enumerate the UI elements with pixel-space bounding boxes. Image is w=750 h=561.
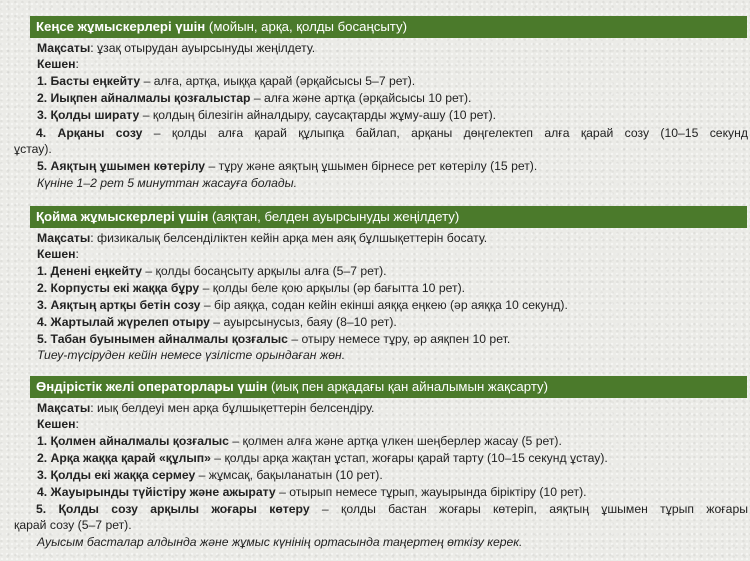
exercise-name: 1. Денені еңкейту — [37, 264, 142, 278]
complex-label: Кешен — [37, 57, 76, 71]
exercise-desc: – отыру немесе тұру, әр аяқпен 10 рет. — [287, 332, 511, 346]
complex-line: Кешен: — [37, 57, 79, 71]
exercise-desc: – бір аяққа, содан кейін екінші аяққа еңкею (әр аяққа 10 секунд). — [200, 298, 568, 312]
exercise-item-continued: қарай созу (5–7 рет). — [14, 518, 132, 532]
complex-line: Кешен: — [37, 417, 79, 431]
exercise-desc: – қолмен алға және артқа үлкен шеңберлер жасау (5 рет). — [228, 434, 562, 448]
goal-line — [37, 230, 487, 247]
exercise-desc: – қолды алға қарай құлыпқа байлап, арқаны дөңгелектеп алға қарай созу (10–15 секунд — [142, 126, 748, 140]
exercise-item — [37, 331, 510, 348]
exercise-item — [37, 158, 537, 175]
goal-line — [37, 40, 315, 57]
exercise-name: 3. Қолды екі жаққа сермеу — [37, 468, 196, 482]
exercise-item — [37, 484, 587, 501]
exercise-name: 5. Қолды созу арқылы жоғары көтеру — [36, 502, 310, 516]
exercise-name: 1. Қолмен айналмалы қозғалыс — [37, 434, 229, 448]
exercise-desc: – қолды арқа жақтан ұстап, жоғары қарай тарту (10–15 секунд ұстау). — [210, 451, 608, 465]
exercise-desc: – алға және артқа (әрқайсысы 10 рет). — [250, 91, 472, 105]
exercise-desc: – қолды босаңсыту арқылы алға (5–7 рет). — [142, 264, 387, 278]
exercise-desc: – қолдың білезігін айналдыру, саусақтарды жұму-ашу (10 рет). — [139, 108, 497, 122]
exercise-name: 5. Аяқтың ұшымен көтерілу — [37, 159, 206, 173]
exercise-item — [37, 467, 383, 484]
exercise-desc: – отырып немесе тұрып, жауырында біріктіру (10 рет). — [275, 485, 587, 499]
complex-line: Кешен: — [37, 247, 79, 261]
goal-text: : физикалық белсенділіктен кейін арқа мен аяқ бұлшықеттерін босату. — [90, 231, 488, 245]
section-title: Өндірістік желі операторлары үшін — [36, 379, 268, 394]
complex-label: Кешен — [37, 417, 76, 431]
section-title: Қойма жұмыскерлері үшін — [36, 209, 209, 224]
section-note — [37, 347, 345, 364]
exercise-item — [37, 280, 465, 297]
section-subtitle: (мойын, арқа, қолды босаңсыту) — [205, 19, 407, 34]
exercise-item — [37, 90, 471, 107]
section-title: Кеңсе жұмыскерлері үшін — [36, 19, 206, 34]
exercise-desc: – тұру және аяқтың ұшымен бірнесе рет көтерілу (15 рет). — [205, 159, 538, 173]
note-text: Ауысым басталар алдында және жұмыс күнінің ортасында таңертең өткізу керек. — [37, 535, 523, 549]
exercise-item — [37, 73, 415, 90]
goal-text: : иық белдеуі мен арқа бұлшықеттерін белсендіру. — [90, 401, 375, 415]
exercise-name: 3. Қолды ширату — [37, 108, 140, 122]
exercise-desc: – қолды бастан жоғары көтеріп, аяқтың ұшымен тұрып жоғары — [309, 502, 748, 516]
exercise-item — [37, 107, 496, 124]
section-subtitle: (иық пен арқадағы қан айналымын жақсарту) — [267, 379, 548, 394]
exercise-item — [36, 501, 748, 518]
exercise-name: 3. Аяқтың артқы бетін созу — [37, 298, 201, 312]
section-note — [37, 534, 522, 551]
section-header-office — [30, 16, 747, 38]
complex-label: Кешен — [37, 247, 76, 261]
exercise-name: 4. Жартылай жүрелеп отыру — [37, 315, 210, 329]
section-subtitle: (аяқтан, белден ауырсынуды жеңілдету) — [208, 209, 460, 224]
goal-label: Мақсаты — [37, 231, 91, 245]
note-text: Тиеу-түсіруден кейін немесе үзілісте орындаған жөн. — [37, 348, 346, 362]
exercise-name: 4. Арқаны созу — [36, 126, 143, 140]
exercise-name: 4. Жауырынды түйістіру және ажырату — [37, 485, 276, 499]
exercise-item — [36, 125, 748, 142]
exercise-item — [37, 314, 397, 331]
section-header-warehouse — [30, 206, 747, 228]
goal-label: Мақсаты — [37, 401, 91, 415]
section-note — [37, 175, 297, 192]
exercise-name: 1. Басты еңкейту — [37, 74, 141, 88]
exercise-name: 2. Иықпен айналмалы қозғалыстар — [37, 91, 251, 105]
exercise-desc: – ауырсынусыз, баяу (8–10 рет). — [209, 315, 397, 329]
exercise-desc: – жұмсақ, бақыланатын (10 рет). — [195, 468, 383, 482]
exercise-desc: – қолды беле қою арқылы (әр бағытта 10 рет). — [199, 281, 466, 295]
exercise-item — [37, 450, 608, 467]
goal-text: : ұзақ отырудан ауырсынуды жеңілдету. — [90, 41, 316, 55]
exercise-name: 2. Корпусты екі жаққа бұру — [37, 281, 200, 295]
exercise-item — [37, 433, 562, 450]
exercise-item-continued: ұстау). — [14, 142, 52, 156]
exercise-item — [37, 263, 387, 280]
exercise-desc: – алға, артқа, иыққа қарай (әрқайсысы 5–7 рет). — [140, 74, 416, 88]
goal-line — [37, 400, 374, 417]
note-text: Күніне 1–2 рет 5 минуттан жасауға болады. — [37, 176, 297, 190]
exercise-item — [37, 297, 568, 314]
section-header-production — [30, 376, 747, 398]
exercise-name: 5. Табан буынымен айналмалы қозғалыс — [37, 332, 288, 346]
goal-label: Мақсаты — [37, 41, 91, 55]
exercise-name: 2. Арқа жаққа қарай «құлып» — [37, 451, 211, 465]
